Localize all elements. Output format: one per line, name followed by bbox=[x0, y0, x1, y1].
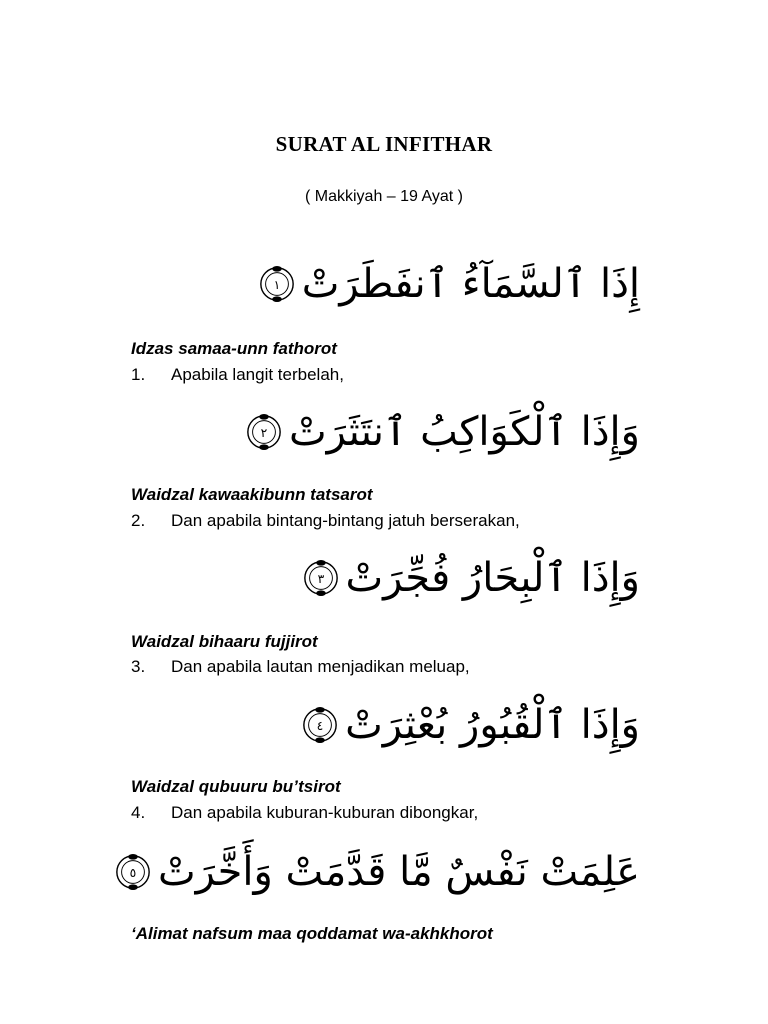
ayah-number-marker-icon bbox=[302, 559, 340, 597]
ayah-4 bbox=[301, 702, 640, 748]
arabic-verse-text: وَإِذَا ٱلْكَوَاكِبُ ٱنتَثَرَتْ bbox=[288, 409, 640, 455]
translation-text: Dan apabila kuburan-kuburan dibongkar, bbox=[171, 803, 479, 822]
transliteration: ‘Alimat nafsum maa qoddamat wa-akhkhorot bbox=[131, 924, 493, 943]
ayah-1 bbox=[258, 261, 640, 307]
ayah-number-marker-icon bbox=[301, 706, 339, 744]
verse-number: 2. bbox=[131, 511, 146, 530]
translation-line bbox=[131, 365, 344, 385]
ayah-3 bbox=[302, 555, 640, 601]
ayah-number: ٣ bbox=[317, 571, 324, 586]
ayah-number-marker-icon bbox=[258, 265, 296, 303]
ayah-number-marker-icon bbox=[114, 853, 152, 891]
ayah-number: ٥ bbox=[129, 865, 137, 880]
arabic-verse-text: عَلِمَتْ نَفْسٌ مَّا قَدَّمَتْ وَأَخَّرَتْ bbox=[157, 849, 640, 895]
transliteration: Waidzal qubuuru bu’tsirot bbox=[131, 777, 341, 796]
arabic-verse-text: وَإِذَا ٱلْقُبُورُ بُعْثِرَتْ bbox=[345, 702, 640, 748]
transliteration: Waidzal kawaakibunn tatsarot bbox=[131, 485, 373, 504]
ayah-number-marker-icon bbox=[245, 413, 283, 451]
translation-text: Dan apabila lautan menjadikan meluap, bbox=[171, 657, 470, 676]
translation-line bbox=[131, 511, 520, 531]
surah-title: SURAT AL INFITHAR bbox=[275, 132, 493, 156]
translation-text: Dan apabila bintang-bintang jatuh berserakan, bbox=[171, 511, 520, 530]
ayah-number: ١ bbox=[273, 277, 281, 292]
ayah-5 bbox=[114, 849, 640, 895]
surah-subtitle: ( Makkiyah – 19 Ayat ) bbox=[305, 188, 463, 205]
arabic-verse-text: وَإِذَا ٱلْبِحَارُ فُجِّرَتْ bbox=[345, 555, 640, 601]
translation-line bbox=[131, 803, 478, 823]
ayah-number: ٢ bbox=[260, 425, 268, 440]
ayah-2 bbox=[245, 409, 640, 455]
translation-text: Apabila langit terbelah, bbox=[171, 365, 344, 384]
arabic-verse-text: إِذَا ٱلسَّمَآءُ ٱنفَطَرَتْ bbox=[301, 261, 640, 307]
transliteration: Waidzal bihaaru fujjirot bbox=[131, 632, 318, 651]
verse-number: 3. bbox=[131, 657, 146, 676]
verse-number: 4. bbox=[131, 803, 146, 822]
ayah-number: ٤ bbox=[316, 718, 324, 733]
translation-line bbox=[131, 657, 470, 677]
verse-number: 1. bbox=[131, 365, 146, 384]
transliteration: Idzas samaa-unn fathorot bbox=[131, 339, 337, 358]
